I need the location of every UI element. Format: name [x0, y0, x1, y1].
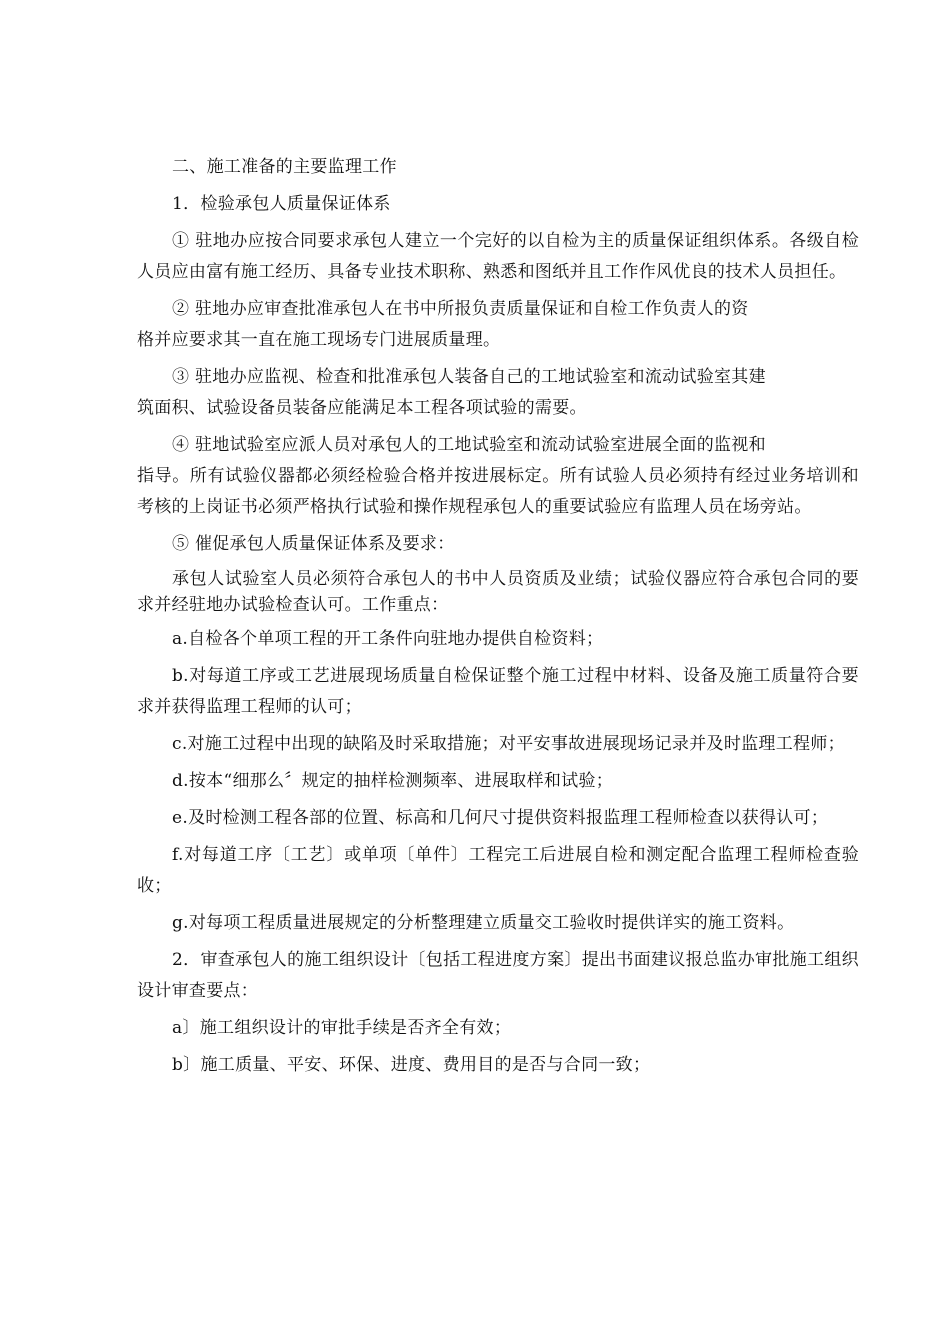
paragraph: [137, 430, 859, 523]
paragraph: [137, 624, 859, 655]
paragraph: [137, 945, 859, 1007]
paragraph-text: a.自检各个单项工程的开工条件向驻地办提供自检资料；: [172, 629, 604, 649]
paragraph-text: b.对每道工序或工艺进展现场质量自检保证整个施工过程中材料、设备及施工质量符合要求并获得监理工程师的认可；: [137, 666, 859, 717]
paragraph-text: c.对施工过程中出现的缺陷及时采取措施；对平安事故进展现场记录并及时监理工程师；: [172, 734, 845, 754]
paragraph-text: e.及时检测工程各部的位置、标高和几何尺寸提供资料报监理工程师检查以获得认可；: [172, 808, 829, 828]
paragraph-text: 承包人试验室人员必须符合承包人的书中人员资质及业绩；试验仪器应符合承包合同的要求并经驻地办试验检查认可。工作重点：: [137, 569, 859, 615]
paragraph: [137, 1050, 859, 1081]
paragraph-text: b〕施工质量、平安、环保、进度、费用目的是否与合同一致；: [172, 1055, 651, 1075]
paragraph-text: 二、施工准备的主要监理工作: [172, 157, 397, 177]
paragraph-text: ⑤ 催促承包人质量保证体系及要求：: [172, 534, 455, 554]
paragraph: [137, 152, 859, 183]
document-body: [137, 152, 859, 1087]
paragraph-text: 筑面积、试验设备员装备应能满足本工程各项试验的需要。: [137, 398, 587, 418]
paragraph: [137, 1013, 859, 1044]
paragraph-text: ④ 驻地试验室应派人员对承包人的工地试验室和流动试验室进展全面的监视和: [172, 435, 766, 455]
paragraph: [137, 766, 859, 797]
paragraph: [137, 803, 859, 834]
paragraph-text: 2．审查承包人的施工组织设计〔包括工程进度方案〕提出书面建议报总监办审批施工组织设计审查要点：: [137, 950, 859, 1001]
paragraph-text: g.对每项工程质量进展规定的分析整理建立质量交工验收时提供详实的施工资料。: [172, 913, 795, 933]
paragraph-text: 指导。所有试验仪器都必须经检验合格并按进展标定。所有试验人员必须持有经过业务培训和考核的上岗证书必须严格执行试验和操作规程承包人的重要试验应有监理人员在场旁站。: [137, 466, 859, 517]
paragraph-text: ② 驻地办应审查批准承包人在书中所报负责质量保证和自检工作负责人的资: [172, 299, 749, 319]
paragraph-text: 格并应要求其一直在施工现场专门进展质量理。: [137, 330, 501, 350]
paragraph-text: a〕施工组织设计的审批手续是否齐全有效；: [172, 1018, 512, 1038]
paragraph: [137, 529, 859, 560]
paragraph: [137, 840, 859, 902]
paragraph: [137, 729, 859, 760]
paragraph-text: 1．检验承包人质量保证体系: [172, 194, 391, 214]
paragraph: [137, 226, 859, 288]
paragraph: [137, 661, 859, 723]
paragraph: [137, 908, 859, 939]
paragraph: [137, 362, 859, 424]
paragraph-text: ① 驻地办应按合同要求承包人建立一个完好的以自检为主的质量保证组织体系。各级自检人员应由富有施工经历、具备专业技术职称、熟悉和图纸并且工作作风优良的技术人员担任。: [137, 231, 859, 282]
paragraph-text: ③ 驻地办应监视、检查和批准承包人装备自己的工地试验室和流动试验室其建: [172, 367, 766, 387]
paragraph-text: f.对每道工序〔工艺〕或单项〔单件〕工程完工后进展自检和测定配合监理工程师检查验收；: [137, 845, 859, 896]
paragraph: [137, 189, 859, 220]
paragraph: [137, 294, 859, 356]
paragraph: [137, 566, 859, 618]
paragraph-text: d.按本“细那么〞规定的抽样检测频率、进展取样和试验；: [172, 771, 614, 791]
